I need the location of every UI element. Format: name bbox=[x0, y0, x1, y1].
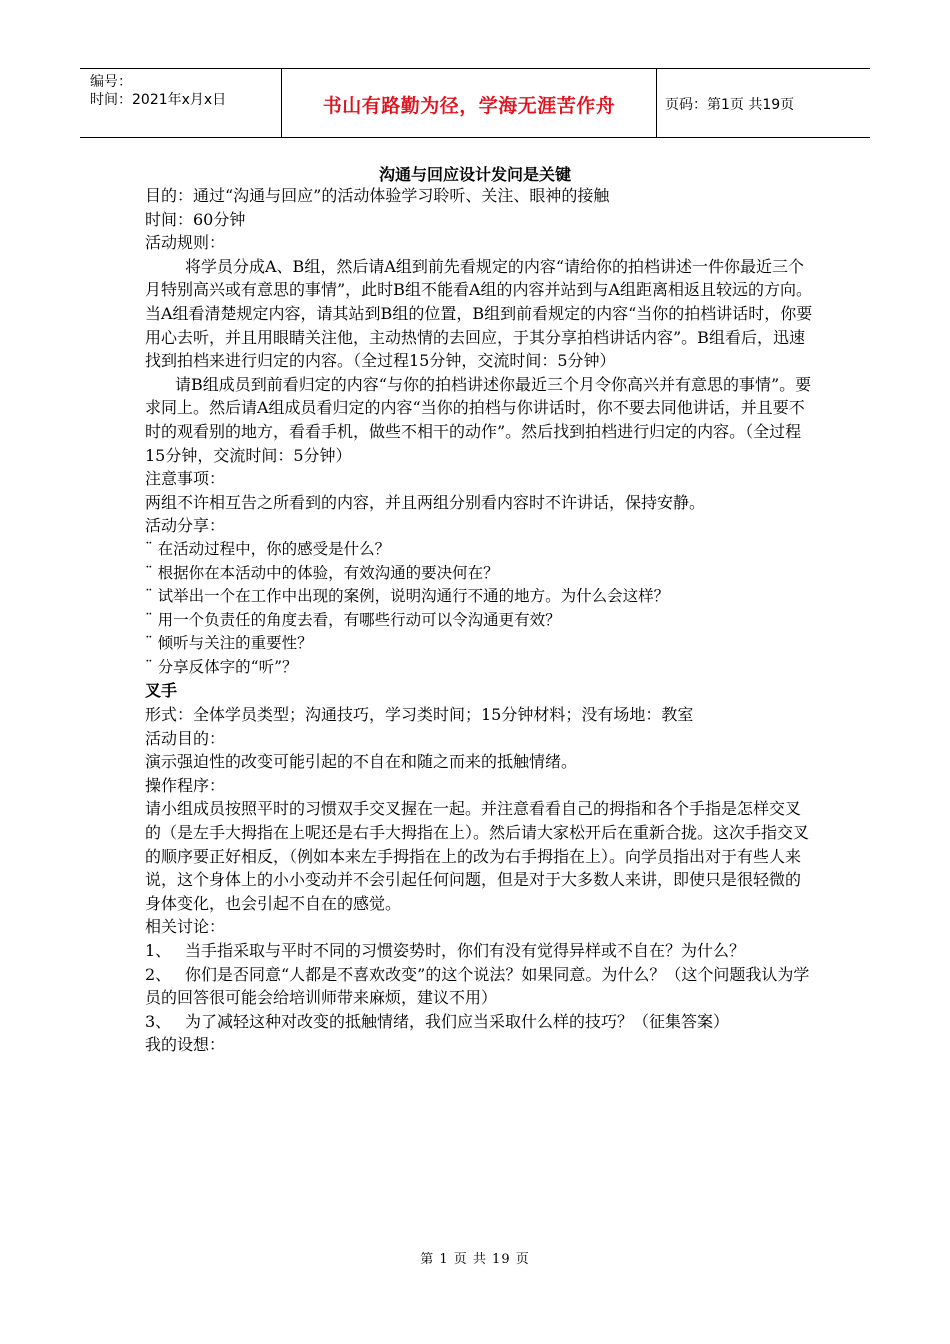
list-item: ¨ 试举出一个在工作中出现的案例，说明沟通行不通的地方。为什么会这样？ bbox=[145, 587, 670, 606]
item-number: 3、 bbox=[145, 1011, 172, 1031]
item-number: 2、 bbox=[145, 964, 172, 984]
header-left-cell bbox=[80, 69, 282, 137]
my-thoughts-heading: 我的设想： bbox=[145, 1035, 226, 1055]
discussion-heading: 相关讨论： bbox=[145, 917, 226, 937]
item-text: 为了减轻这种对改变的抵触情绪，我们应当采取什么样的技巧？（征集答案） bbox=[185, 1011, 730, 1031]
header-page-cell bbox=[657, 69, 870, 137]
header-motto: 书山有路勤为径，学海无涯苦作舟 bbox=[322, 95, 616, 117]
discussion-item bbox=[145, 939, 815, 963]
section-heading: 叉手 bbox=[145, 681, 178, 701]
rules-paragraph-b: 请B组成员到前看归定的内容“与你的拍档讲述你最近三个月令你高兴并有意思的事情”。要求同上。然后请A组成员看归定的内容“当你的拍档与你讲话时，你不要去同他讲话，并且要不时的观看别的地方，看看手机，做些不相干的动作”。然后找到拍档进行归定的内容。（全过程15分钟，交流时间：5分钟） bbox=[145, 374, 812, 465]
item-text: 你们是否同意“人都是不喜欢改变”的这个说法？如果同意。为什么？（这个问题我认为学员的回答很可能会给培训师带来麻烦，建议不用） bbox=[145, 964, 810, 1008]
discussion-item bbox=[145, 1010, 815, 1034]
item-number: 1、 bbox=[145, 941, 172, 960]
rules-paragraph-a: 将学员分成A、B组，然后请A组到前先看规定的内容“请给你的拍档讲述一件你最近三个月特别高兴或有意思的事情”，此时B组不能看A组的内容并站到与A组距离相返且较远的方向。当A组看清楚规定内容，请其站到B组的位置，B组到前看规定的内容“当你的拍档讲话时，你要用心去听，并且用眼睛关注他，主动热情的去回应，于其分享拍档讲话内容”。B组看后，迅速找到拍档来进行归定的内容。（全过程15分钟，交流时间：5分钟） bbox=[145, 256, 813, 371]
item-text: 当手指采取与平时不同的习惯姿势时，你们有没有觉得异样或不自在？为什么？ bbox=[185, 941, 746, 960]
rules-heading: 活动规则： bbox=[145, 233, 226, 253]
document-title: 沟通与回应设计发问是关键 bbox=[378, 165, 571, 184]
document-body bbox=[145, 184, 815, 1057]
procedure-text: 请小组成员按照平时的习惯双手交叉握在一起。并注意看看自己的拇指和各个手指是怎样交叉的（是左手大拇指在上呢还是右手大拇指在上）。然后请大家松开后在重新合拢。这次手指交叉的顺序要正好相反，（例如本来左手拇指在上的改为右手拇指在上）。向学员指出对于有些人来说，这个身体上的小小变动并不会引起任何问题，但是对于大多数人来讲，即使只是很轻微的身体变化，也会引起不自在的感觉。 bbox=[145, 799, 810, 913]
list-item: ¨ 分享反体字的“听”？ bbox=[145, 657, 298, 676]
purpose-line: 目的：通过“沟通与回应”的活动体验学习聆听、关注、眼神的接触 bbox=[145, 186, 610, 205]
format-line: 形式：全体学员类型；沟通技巧，学习类时间；15分钟材料；没有场地：教室 bbox=[145, 705, 694, 725]
notes-text: 两组不许相互告之所看到的内容，并且两组分别看内容时不许讲话，保持安静。 bbox=[145, 492, 706, 512]
list-item: ¨ 用一个负责任的角度去看，有哪些行动可以令沟通更有效？ bbox=[145, 610, 561, 629]
page-footer: 第 1 页 共 19 页 bbox=[420, 1252, 530, 1267]
time-line: 时间：60分钟 bbox=[145, 209, 246, 229]
notes-heading: 注意事项： bbox=[145, 469, 226, 489]
discussion-item bbox=[145, 963, 815, 1010]
procedure-heading: 操作程序： bbox=[145, 775, 226, 795]
document-date: 时间：2021年x月x日 bbox=[90, 92, 227, 108]
list-item: ¨ 在活动过程中，你的感受是什么？ bbox=[145, 539, 391, 558]
list-item: ¨ 倾听与关注的重要性？ bbox=[145, 634, 313, 653]
document-number-label: 编号： bbox=[90, 74, 132, 90]
header-motto-cell bbox=[282, 69, 657, 137]
list-item: ¨ 根据你在本活动中的体验，有效沟通的要决何在？ bbox=[145, 563, 499, 582]
objective-text: 演示强迫性的改变可能引起的不自在和随之而来的抵触情绪。 bbox=[145, 752, 578, 772]
objective-heading: 活动目的： bbox=[145, 728, 226, 748]
page-header bbox=[80, 68, 870, 138]
header-page-info: 页码：第1页 共19页 bbox=[665, 97, 795, 113]
sharing-heading: 活动分享： bbox=[145, 516, 226, 536]
